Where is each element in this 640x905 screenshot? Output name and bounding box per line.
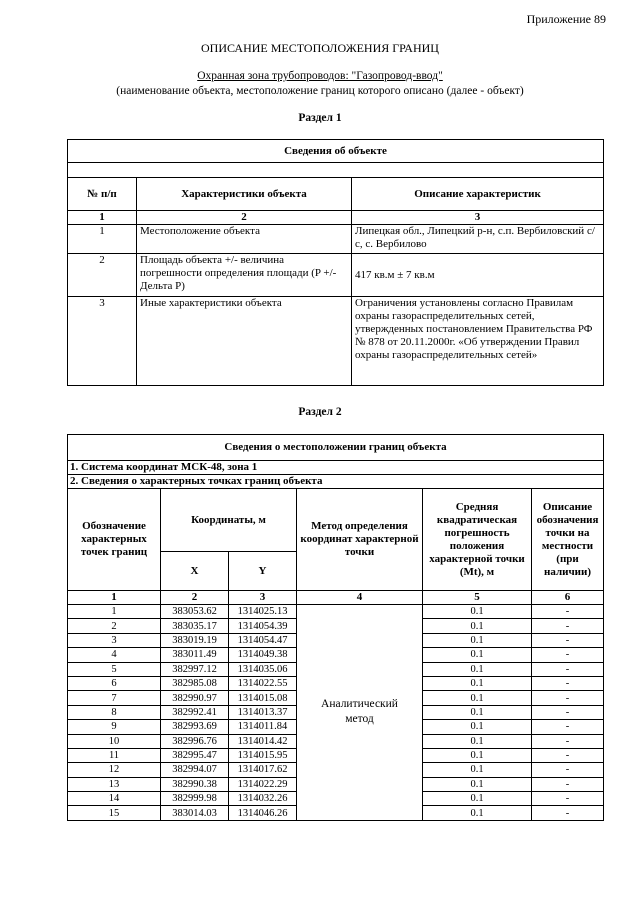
point-description: - xyxy=(532,633,604,647)
point-description: - xyxy=(532,734,604,748)
object-info-table xyxy=(67,139,604,386)
point-description: - xyxy=(532,676,604,690)
point-y: 1314049.38 xyxy=(229,648,297,662)
point-x: 382999.98 xyxy=(161,792,229,806)
row-characteristic: Местоположение объекта xyxy=(137,225,352,254)
document-title: ОПИСАНИЕ МЕСТОПОЛОЖЕНИЯ ГРАНИЦ xyxy=(201,41,439,55)
point-x: 383011.49 xyxy=(161,648,229,662)
col-header-x: X xyxy=(161,552,229,591)
point-x: 383053.62 xyxy=(161,605,229,619)
col-header-description: Описание характеристик xyxy=(352,178,604,211)
point-id: 2 xyxy=(68,619,161,633)
point-error: 0.1 xyxy=(423,605,532,619)
point-error: 0.1 xyxy=(423,705,532,719)
row-num: 3 xyxy=(68,297,137,386)
point-x: 382990.38 xyxy=(161,777,229,791)
point-description: - xyxy=(532,763,604,777)
point-id: 3 xyxy=(68,633,161,647)
point-method: Аналитический метод xyxy=(297,605,423,821)
point-error: 0.1 xyxy=(423,720,532,734)
table-row xyxy=(68,297,604,386)
point-description: - xyxy=(532,705,604,719)
point-id: 11 xyxy=(68,748,161,762)
point-y: 1314032.26 xyxy=(229,792,297,806)
point-error: 0.1 xyxy=(423,619,532,633)
points-heading: 2. Сведения о характерных точках границ объекта xyxy=(68,475,604,489)
point-id: 13 xyxy=(68,777,161,791)
object-name xyxy=(0,70,640,82)
point-y: 1314011.84 xyxy=(229,720,297,734)
point-description: - xyxy=(532,806,604,820)
point-id: 6 xyxy=(68,676,161,690)
point-x: 382992.41 xyxy=(161,705,229,719)
point-y: 1314013.37 xyxy=(229,705,297,719)
col-index: 1 xyxy=(68,211,137,225)
point-id: 8 xyxy=(68,705,161,719)
table-row xyxy=(68,225,604,254)
row-characteristic: Иные характеристики объекта xyxy=(137,297,352,386)
point-y: 1314025.13 xyxy=(229,605,297,619)
point-description: - xyxy=(532,648,604,662)
point-description: - xyxy=(532,792,604,806)
point-x: 382994.07 xyxy=(161,763,229,777)
row-description: Липецкая обл., Липецкий р-н, с.п. Вербиловский с/с, с. Вербилово xyxy=(352,225,604,254)
point-error: 0.1 xyxy=(423,648,532,662)
point-y: 1314015.08 xyxy=(229,691,297,705)
row-description: Ограничения установлены согласно Правилам охраны газораспределительных сетей, утвержденных постановлением Правительства РФ № 878 от 20.11.2000г. «Об утверждении Правил охраны газораспределительных сетей» xyxy=(352,297,604,386)
row-num: 2 xyxy=(68,254,137,297)
point-id: 10 xyxy=(68,734,161,748)
col-index: 3 xyxy=(352,211,604,225)
point-description: - xyxy=(532,605,604,619)
point-id: 7 xyxy=(68,691,161,705)
point-id: 1 xyxy=(68,605,161,619)
point-id: 9 xyxy=(68,720,161,734)
col-index: 5 xyxy=(423,591,532,605)
point-y: 1314017.62 xyxy=(229,763,297,777)
point-error: 0.1 xyxy=(423,763,532,777)
point-description: - xyxy=(532,748,604,762)
col-index: 3 xyxy=(229,591,297,605)
point-y: 1314054.39 xyxy=(229,619,297,633)
point-y: 1314046.26 xyxy=(229,806,297,820)
point-error: 0.1 xyxy=(423,734,532,748)
point-error: 0.1 xyxy=(423,676,532,690)
point-y: 1314035.06 xyxy=(229,662,297,676)
point-x: 382985.08 xyxy=(161,676,229,690)
table-row xyxy=(68,254,604,297)
col-header-point: Обозначение характерных точек границ xyxy=(68,489,161,591)
point-x: 382997.12 xyxy=(161,662,229,676)
coordinate-system: 1. Система координат МСК-48, зона 1 xyxy=(68,461,604,475)
row-num: 1 xyxy=(68,225,137,254)
point-error: 0.1 xyxy=(423,748,532,762)
point-id: 14 xyxy=(68,792,161,806)
point-id: 15 xyxy=(68,806,161,820)
col-header-coordinates: Координаты, м xyxy=(161,489,297,552)
point-x: 383035.17 xyxy=(161,619,229,633)
col-header-num: № п/п xyxy=(68,178,137,211)
section-2-title: Раздел 2 xyxy=(298,406,342,418)
col-index: 1 xyxy=(68,591,161,605)
point-error: 0.1 xyxy=(423,633,532,647)
spacer-row xyxy=(68,163,604,178)
point-y: 1314022.55 xyxy=(229,676,297,690)
point-error: 0.1 xyxy=(423,777,532,791)
table-row xyxy=(68,605,604,619)
col-header-error: Средняя квадратическая погрешность положения характерной точки (Mt), м xyxy=(423,489,532,591)
point-y: 1314022.29 xyxy=(229,777,297,791)
object-info-table-title: Сведения об объекте xyxy=(68,140,604,163)
point-description: - xyxy=(532,619,604,633)
row-description: 417 кв.м ± 7 кв.м xyxy=(352,254,604,297)
point-id: 12 xyxy=(68,763,161,777)
boundary-table-title: Сведения о местоположении границ объекта xyxy=(68,435,604,461)
col-index: 6 xyxy=(532,591,604,605)
point-x: 382996.76 xyxy=(161,734,229,748)
col-header-y: Y xyxy=(229,552,297,591)
point-description: - xyxy=(532,777,604,791)
point-x: 382990.97 xyxy=(161,691,229,705)
point-y: 1314015.95 xyxy=(229,748,297,762)
point-y: 1314014.42 xyxy=(229,734,297,748)
col-index: 2 xyxy=(137,211,352,225)
point-error: 0.1 xyxy=(423,806,532,820)
boundary-points-table xyxy=(67,434,604,821)
object-name-text: Охранная зона трубопроводов: "Газопровод-ввод" xyxy=(197,70,443,82)
point-error: 0.1 xyxy=(423,792,532,806)
row-characteristic: Площадь объекта +/- величина погрешности определения площади (P +/- Дельта P) xyxy=(137,254,352,297)
col-index: 2 xyxy=(161,591,229,605)
point-x: 382993.69 xyxy=(161,720,229,734)
point-description: - xyxy=(532,720,604,734)
point-description: - xyxy=(532,691,604,705)
point-x: 383014.03 xyxy=(161,806,229,820)
section-1-title: Раздел 1 xyxy=(298,112,342,124)
col-index: 4 xyxy=(297,591,423,605)
point-id: 5 xyxy=(68,662,161,676)
point-error: 0.1 xyxy=(423,662,532,676)
point-y: 1314054.47 xyxy=(229,633,297,647)
point-id: 4 xyxy=(68,648,161,662)
appendix-label: Приложение 89 xyxy=(526,12,606,26)
point-error: 0.1 xyxy=(423,691,532,705)
point-x: 383019.19 xyxy=(161,633,229,647)
col-header-characteristic: Характеристики объекта xyxy=(137,178,352,211)
object-name-note: (наименование объекта, местоположение границ которого описано (далее - объект) xyxy=(116,85,524,97)
col-header-point-description: Описание обозначения точки на местности (при наличии) xyxy=(532,489,604,591)
point-x: 382995.47 xyxy=(161,748,229,762)
col-header-method: Метод определения координат характерной точки xyxy=(297,489,423,591)
point-description: - xyxy=(532,662,604,676)
